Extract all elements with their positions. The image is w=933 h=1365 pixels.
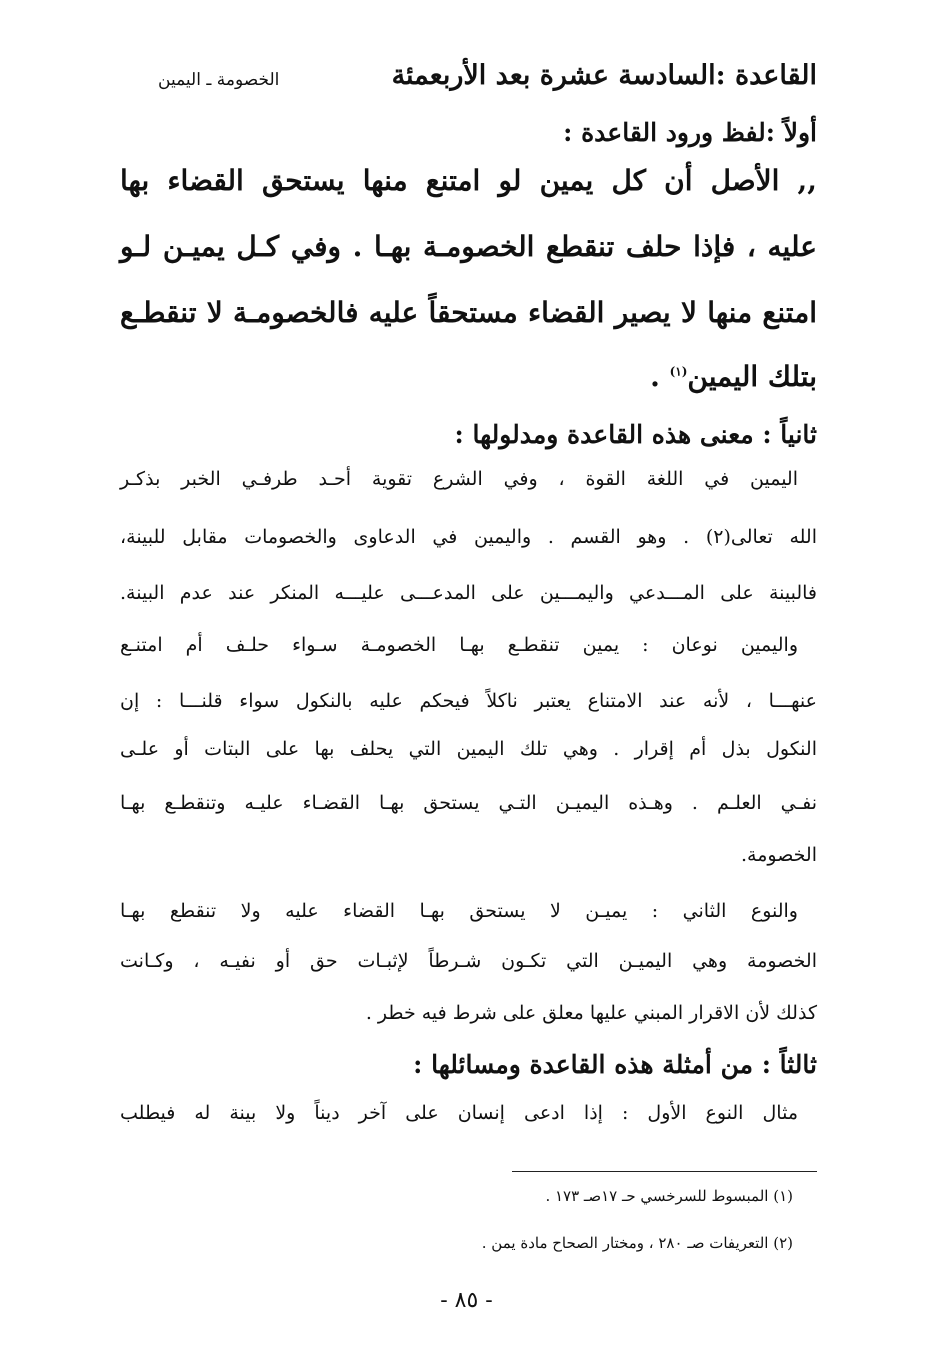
paragraph-line: الخصومة. [740,844,817,866]
section-heading-2: ثانياً : معنى هذه القاعدة ومدلولها : [454,420,817,449]
paragraph-line: نفـي العلـم . وهـذه اليميـن التـي يستحق بهـا القضـاء عليـه وتنقطـع بهـا [120,792,817,814]
rule-text-line: امتنع منها لا يصير القضاء مستحقاً عليه فالخصومـة لا تنقطـع [120,296,817,329]
paragraph-line: الله تعالى(٢) . وهو القسم . واليمين في الدعاوى والخصومات مقابل للبينة، [120,526,817,548]
rule-text-last-line [120,360,817,393]
rule-text-line: عليه ، فإذا حلف تنقطع الخصومـة بهـا . وفي كـل يميـن لـو [120,230,817,263]
footnote-divider [512,1171,817,1172]
page-header-topic: الخصومة ـ اليمين [158,70,280,90]
paragraph-line: اليمين في اللغة القوة ، وفي الشرع تقوية أحـد طرفـي الخبر بذكـر [120,468,798,490]
rule-text-fragment: بتلك اليمين [687,360,817,393]
page-header-title: القاعدة :السادسة عشرة بعد الأربعمئة [391,60,817,91]
rule-text-line: ,, الأصل أن كل يمين لو امتنع منها يستحق القضاء بها [120,164,817,197]
paragraph-line: فالبينة على المـــدعي واليمـــين على المدعـــى عليـــه المنكر عند عدم البينة. [120,582,817,604]
paragraph-line: عنهـــا ، لأنه عند الامتناع يعتبر ناكلاً فيحكم عليه بالنكول سواء قلنـــا : إن [120,690,818,712]
rule-text-fragment: . [650,360,670,393]
footnote-ref: (١) [669,364,688,379]
paragraph-line: الخصومة وهي اليميـن التي تكـون شـرطاً لإثبـات حق أو نفيـه ، وكـانت [120,950,817,972]
paragraph-line: النكول بذل أم إقرار . وهي تلك اليمين التي يحلف بها على البتات أو علـى [120,738,817,760]
footnote-1: (١) المبسوط للسرخسي حـ ١٧صـ ١٧٣ . [545,1187,793,1205]
paragraph-line: والنوع الثاني : يميـن لا يستحق بهـا القضاء عليه ولا تنقطع بهـا [120,900,798,922]
page-number: - ٨٥ - [440,1288,493,1313]
section-heading-1: أولاً :لفظ ورود القاعدة : [563,118,817,147]
paragraph-line: كذلك لأن الاقرار المبني عليها معلق على شرط فيه خطر . [365,1002,817,1024]
paragraph-line: واليمين نوعان : يمين تنقطـع بهـا الخصومـة سـواء حلـف أم امتنـع [120,634,798,656]
section-heading-3: ثالثاً : من أمثلة هذه القاعدة ومسائلها : [413,1050,817,1079]
footnote-2: (٢) التعريفات صـ ٢٨٠ ، ومختار الصحاح مادة يمن . [481,1234,793,1252]
paragraph-line: مثال النوع الأول : إذا ادعى إنسان على آخر ديناً ولا بينة له فيطلب [120,1102,798,1124]
